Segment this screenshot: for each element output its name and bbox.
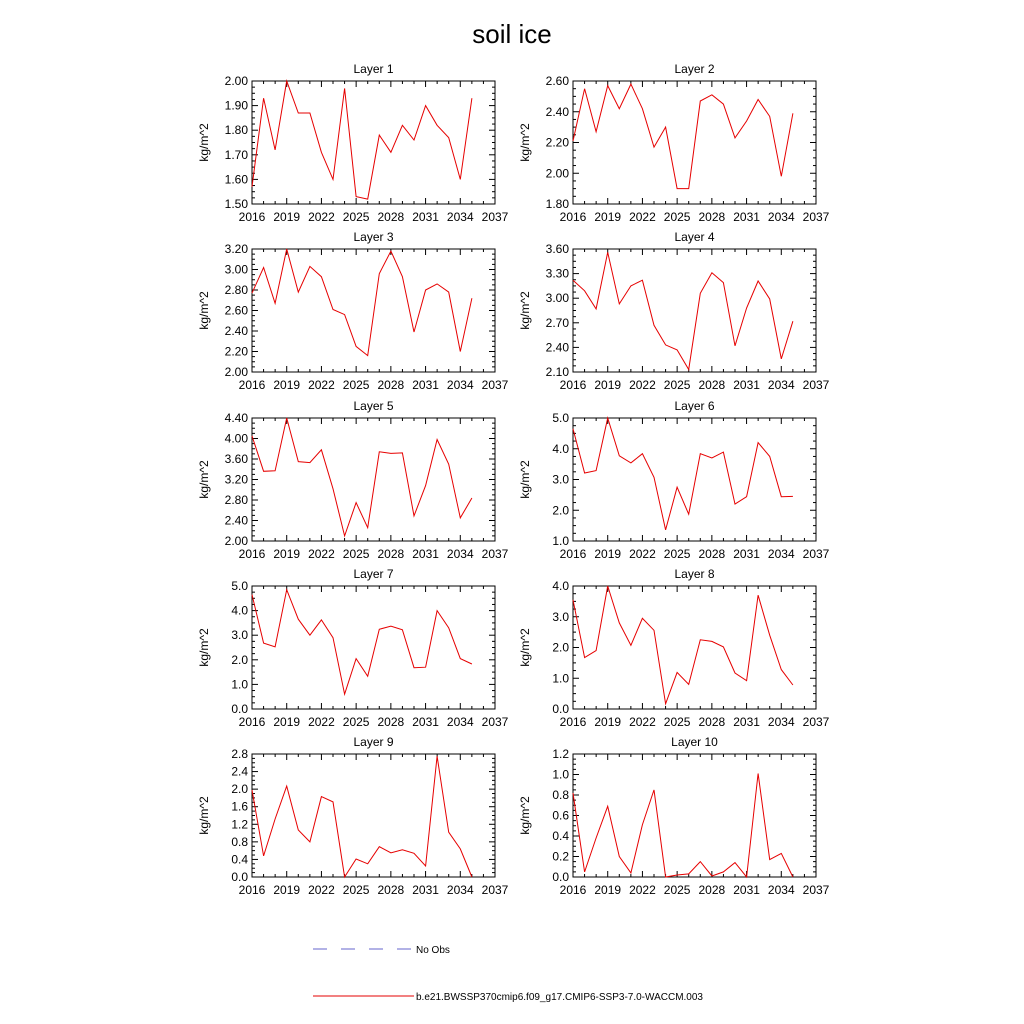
- y-tick-label: 1.80: [545, 197, 569, 211]
- panel-title-layer-3: Layer 3: [353, 230, 394, 244]
- y-tick-label: 1.0: [552, 534, 569, 548]
- plot-frame-layer-1: [252, 81, 495, 204]
- y-tick-label: 1.80: [224, 123, 248, 138]
- x-tick-label: 2019: [273, 378, 301, 392]
- y-axis-label-layer-2: kg/m^2: [518, 123, 532, 162]
- y-tick-label: 0.8: [552, 788, 569, 802]
- x-tick-label: 2031: [733, 378, 760, 392]
- x-tick-label: 2022: [308, 210, 335, 224]
- x-tick-label: 2034: [767, 210, 795, 224]
- x-tick-label: 2028: [377, 210, 405, 224]
- y-tick-label: 5.0: [231, 579, 248, 593]
- y-tick-label: 2.4: [231, 764, 248, 779]
- x-tick-label: 2034: [446, 715, 474, 729]
- x-tick-label: 2034: [767, 715, 795, 729]
- series-line-layer-3: [252, 249, 472, 356]
- panel-layer-10: [518, 735, 830, 897]
- y-tick-label: 2.40: [545, 340, 569, 355]
- panel-title-layer-10: Layer 10: [671, 735, 718, 749]
- y-tick-label: 2.10: [545, 365, 569, 379]
- y-tick-label: 1.70: [224, 147, 248, 162]
- series-line-layer-1: [252, 81, 472, 199]
- x-tick-label: 2031: [412, 715, 439, 729]
- y-tick-label: 1.0: [231, 677, 248, 692]
- x-tick-label: 2025: [663, 210, 691, 224]
- x-tick-label: 2034: [446, 210, 474, 224]
- y-tick-label: 2.00: [224, 534, 248, 548]
- plot-frame-layer-3: [252, 249, 495, 372]
- panel-layer-8: [518, 567, 830, 729]
- y-tick-label: 0.6: [552, 808, 569, 823]
- y-tick-label: 3.20: [224, 472, 248, 487]
- x-tick-label: 2016: [559, 883, 587, 897]
- y-axis-label-layer-1: kg/m^2: [197, 123, 211, 162]
- y-axis-label-layer-5: kg/m^2: [197, 460, 211, 499]
- x-tick-label: 2028: [698, 883, 726, 897]
- panel-layer-4: [518, 230, 830, 392]
- y-tick-label: 2.00: [224, 365, 248, 379]
- x-tick-label: 2025: [342, 883, 370, 897]
- x-tick-label: 2016: [238, 210, 266, 224]
- x-tick-label: 2031: [412, 378, 439, 392]
- x-tick-label: 2016: [238, 715, 266, 729]
- y-tick-label: 1.50: [224, 197, 248, 211]
- x-tick-label: 2025: [342, 715, 370, 729]
- x-tick-label: 2031: [733, 883, 760, 897]
- y-tick-label: 2.70: [545, 315, 569, 330]
- y-tick-label: 0.0: [552, 702, 569, 716]
- plot-frame-layer-8: [573, 586, 816, 709]
- y-tick-label: 1.0: [552, 767, 569, 782]
- x-tick-label: 2037: [802, 715, 830, 729]
- x-tick-label: 2028: [377, 883, 405, 897]
- x-tick-label: 2028: [377, 547, 405, 561]
- x-tick-label: 2034: [446, 883, 474, 897]
- y-tick-label: 3.30: [545, 266, 569, 281]
- x-tick-label: 2037: [481, 378, 509, 392]
- plot-frame-layer-5: [252, 418, 495, 541]
- y-tick-label: 2.40: [545, 104, 569, 119]
- y-tick-label: 2.20: [224, 344, 248, 359]
- x-tick-label: 2022: [308, 883, 335, 897]
- y-tick-label: 3.0: [231, 628, 248, 643]
- x-tick-label: 2025: [663, 378, 691, 392]
- y-tick-label: 2.20: [545, 135, 569, 150]
- panel-layer-6: [518, 399, 830, 561]
- panel-layer-3: [197, 230, 509, 392]
- y-tick-label: 4.0: [231, 603, 248, 618]
- x-tick-label: 2028: [377, 378, 405, 392]
- x-tick-label: 2019: [594, 378, 622, 392]
- series-line-layer-6: [573, 418, 793, 530]
- series-line-layer-7: [252, 590, 472, 695]
- x-tick-label: 2022: [629, 210, 656, 224]
- x-tick-label: 2031: [733, 210, 760, 224]
- y-tick-label: 0.0: [552, 870, 569, 884]
- x-tick-label: 2022: [308, 715, 335, 729]
- x-tick-label: 2031: [412, 547, 439, 561]
- y-tick-label: 0.8: [231, 834, 248, 849]
- y-axis-label-layer-8: kg/m^2: [518, 628, 532, 667]
- y-tick-label: 0.4: [552, 829, 569, 843]
- x-tick-label: 2037: [802, 547, 830, 561]
- plot-frame-layer-7: [252, 586, 495, 709]
- x-tick-label: 2019: [594, 210, 622, 224]
- legend-label-no-obs: No Obs: [416, 945, 450, 956]
- x-tick-label: 2028: [698, 210, 726, 224]
- y-tick-label: 3.60: [545, 242, 569, 256]
- panel-layer-7: [197, 567, 509, 729]
- x-tick-label: 2025: [342, 378, 370, 392]
- x-tick-label: 2034: [767, 547, 795, 561]
- x-tick-label: 2022: [629, 715, 656, 729]
- x-tick-label: 2019: [594, 883, 622, 897]
- x-tick-label: 2037: [802, 378, 830, 392]
- y-tick-label: 3.00: [224, 262, 248, 277]
- y-tick-label: 1.2: [231, 817, 248, 832]
- y-axis-label-layer-4: kg/m^2: [518, 291, 532, 330]
- x-tick-label: 2028: [377, 715, 405, 729]
- y-tick-label: 0.0: [231, 702, 248, 716]
- panel-title-layer-5: Layer 5: [353, 399, 394, 413]
- y-tick-label: 3.00: [545, 291, 569, 306]
- y-tick-label: 2.80: [224, 493, 248, 507]
- x-tick-label: 2025: [342, 547, 370, 561]
- x-tick-label: 2025: [342, 210, 370, 224]
- x-tick-label: 2019: [273, 715, 301, 729]
- x-tick-label: 2034: [767, 883, 795, 897]
- x-tick-label: 2019: [594, 715, 622, 729]
- y-tick-label: 3.0: [552, 609, 569, 624]
- x-tick-label: 2037: [802, 883, 830, 897]
- x-tick-label: 2025: [663, 547, 691, 561]
- legend-label-model-run: b.e21.BWSSP370cmip6.f09_g17.CMIP6-SSP3-7.0-WACCM.003: [416, 992, 703, 1003]
- x-tick-label: 2031: [733, 547, 760, 561]
- y-tick-label: 1.0: [552, 671, 569, 686]
- x-tick-label: 2022: [308, 378, 335, 392]
- y-tick-label: 1.60: [224, 172, 248, 187]
- y-axis-label-layer-6: kg/m^2: [518, 460, 532, 499]
- x-tick-label: 2037: [802, 210, 830, 224]
- x-tick-label: 2019: [594, 547, 622, 561]
- x-tick-label: 2031: [733, 715, 760, 729]
- x-tick-label: 2022: [629, 883, 656, 897]
- panel-title-layer-8: Layer 8: [674, 567, 715, 581]
- x-tick-label: 2022: [629, 547, 656, 561]
- y-tick-label: 2.00: [545, 166, 569, 181]
- x-tick-label: 2037: [481, 210, 509, 224]
- x-tick-label: 2019: [273, 547, 301, 561]
- x-tick-label: 2034: [767, 378, 795, 392]
- x-tick-label: 2028: [698, 547, 726, 561]
- y-tick-label: 1.2: [552, 747, 569, 761]
- x-tick-label: 2016: [559, 210, 587, 224]
- x-tick-label: 2019: [273, 210, 301, 224]
- y-tick-label: 2.80: [224, 283, 248, 297]
- x-tick-label: 2016: [559, 715, 587, 729]
- y-tick-label: 2.40: [224, 324, 248, 338]
- y-tick-label: 2.60: [224, 303, 248, 318]
- y-tick-label: 4.0: [552, 441, 569, 456]
- y-axis-label-layer-3: kg/m^2: [197, 291, 211, 330]
- x-tick-label: 2022: [629, 378, 656, 392]
- x-tick-label: 2016: [238, 378, 266, 392]
- panel-layer-5: [197, 399, 509, 561]
- panel-title-layer-1: Layer 1: [353, 62, 394, 76]
- y-tick-label: 0.0: [231, 870, 248, 884]
- x-tick-label: 2037: [481, 547, 509, 561]
- x-tick-label: 2016: [238, 547, 266, 561]
- x-tick-label: 2028: [698, 378, 726, 392]
- x-tick-label: 2037: [481, 715, 509, 729]
- x-tick-label: 2034: [446, 547, 474, 561]
- panel-title-layer-2: Layer 2: [674, 62, 715, 76]
- y-tick-label: 3.0: [552, 472, 569, 487]
- y-tick-label: 5.0: [552, 411, 569, 425]
- x-tick-label: 2025: [663, 883, 691, 897]
- y-tick-label: 2.8: [231, 747, 248, 761]
- plot-frame-layer-9: [252, 754, 495, 877]
- y-tick-label: 0.4: [231, 852, 248, 867]
- y-tick-label: 2.0: [552, 503, 569, 518]
- y-tick-label: 3.60: [224, 452, 248, 466]
- x-tick-label: 2016: [559, 547, 587, 561]
- panel-layer-1: [197, 62, 509, 224]
- x-tick-label: 2016: [559, 378, 587, 392]
- panels-grid: [197, 62, 830, 897]
- y-tick-label: 1.90: [224, 98, 248, 113]
- y-tick-label: 2.40: [224, 513, 248, 528]
- y-tick-label: 0.2: [552, 849, 569, 864]
- plot-frame-layer-4: [573, 249, 816, 372]
- series-line-layer-9: [252, 756, 472, 877]
- x-tick-label: 2019: [273, 883, 301, 897]
- x-tick-label: 2037: [481, 883, 509, 897]
- y-tick-label: 2.0: [231, 782, 248, 797]
- y-tick-label: 2.00: [224, 74, 248, 88]
- y-tick-label: 2.0: [231, 652, 248, 667]
- figure-title: soil ice: [472, 19, 552, 49]
- x-tick-label: 2016: [238, 883, 266, 897]
- series-line-layer-10: [573, 774, 793, 878]
- series-line-layer-2: [573, 84, 793, 189]
- y-tick-label: 4.40: [224, 411, 248, 425]
- x-tick-label: 2022: [308, 547, 335, 561]
- y-axis-label-layer-10: kg/m^2: [518, 796, 532, 835]
- y-tick-label: 4.00: [224, 431, 248, 446]
- y-axis-label-layer-9: kg/m^2: [197, 796, 211, 835]
- legend: [313, 945, 703, 1003]
- panel-title-layer-7: Layer 7: [353, 567, 394, 581]
- panel-title-layer-6: Layer 6: [674, 399, 715, 413]
- series-line-layer-8: [573, 586, 793, 704]
- x-tick-label: 2028: [698, 715, 726, 729]
- x-tick-label: 2031: [412, 883, 439, 897]
- y-tick-label: 4.0: [552, 579, 569, 593]
- y-tick-label: 2.0: [552, 640, 569, 655]
- x-tick-label: 2025: [663, 715, 691, 729]
- y-tick-label: 1.6: [231, 799, 248, 814]
- legend-item-no-obs: [313, 945, 450, 956]
- y-tick-label: 3.20: [224, 242, 248, 256]
- y-tick-label: 2.60: [545, 74, 569, 88]
- x-tick-label: 2034: [446, 378, 474, 392]
- panel-title-layer-4: Layer 4: [674, 230, 715, 244]
- plot-frame-layer-6: [573, 418, 816, 541]
- x-tick-label: 2031: [412, 210, 439, 224]
- panel-title-layer-9: Layer 9: [353, 735, 394, 749]
- panel-layer-2: [518, 62, 830, 224]
- panel-layer-9: [197, 735, 509, 897]
- series-line-layer-5: [252, 418, 472, 536]
- legend-item-model-run: [313, 992, 703, 1003]
- y-axis-label-layer-7: kg/m^2: [197, 628, 211, 667]
- series-line-layer-4: [573, 252, 793, 369]
